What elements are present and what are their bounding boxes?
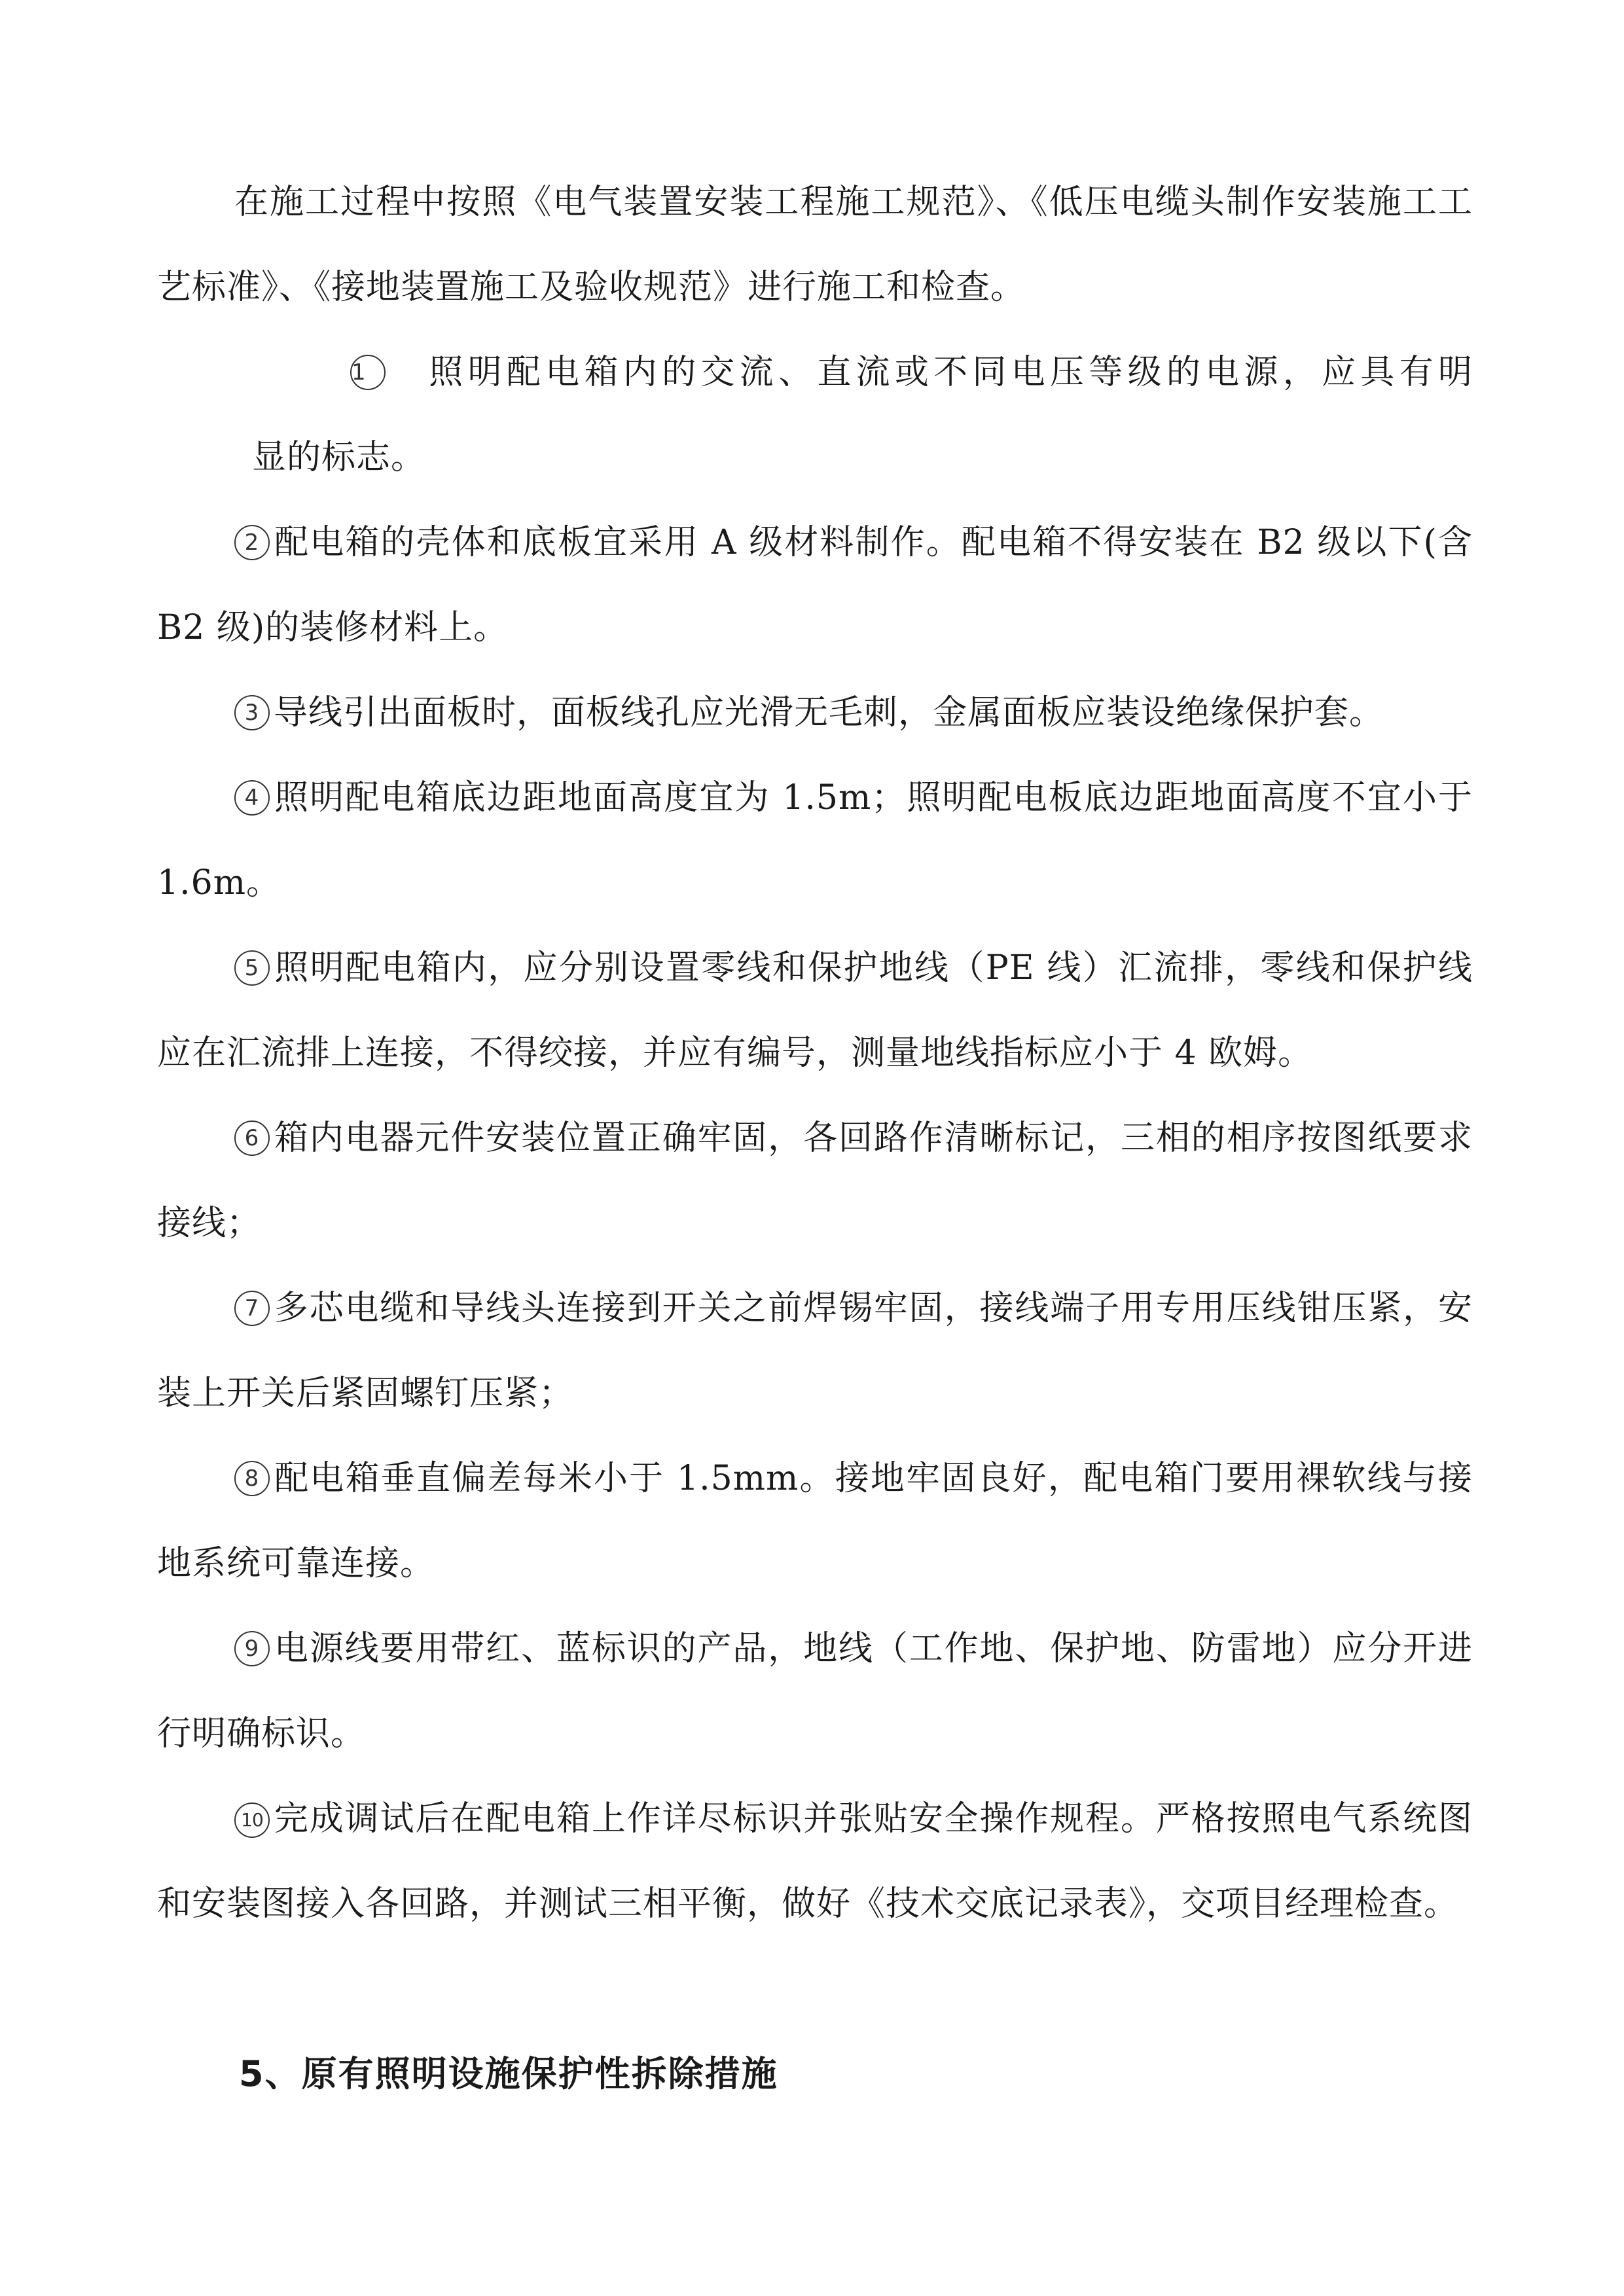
list-item-5-text: 照明配电箱内，应分别设置零线和保护地线（PE 线）汇流排，零线和保护线应在汇流排上连接，不得绞接，并应有编号，测量地线指标应小于 4 欧姆。: [157, 948, 1473, 1073]
list-item-1-text-a: 照明配电箱内的交流、直流或不同电压等级的电源，应具有明: [425, 353, 1473, 392]
circled-number-6: 6: [234, 1121, 270, 1156]
circled-number-4: 4: [234, 780, 270, 816]
list-item-2-text: 配电箱的壳体和底板宜采用 A 级材料制作。配电箱不得安装在 B2 级以下(含 B2 级)的装修材料上。: [157, 523, 1473, 647]
section-heading: 5、原有照明设施保护性拆除措施: [239, 2053, 778, 2094]
circled-number-9: 9: [234, 1631, 270, 1666]
list-item-3: [157, 670, 1473, 755]
circled-number-10: 10: [234, 1803, 270, 1838]
circled-number-1: 1: [350, 355, 386, 390]
list-item-10-text: 完成调试后在配电箱上作详尽标识并张贴安全操作规程。严格按照电气系统图和安装图接入各回路，并测试三相平衡，做好《技术交底记录表》，交项目经理检查。: [157, 1799, 1473, 1924]
list-item-8-text: 配电箱垂直偏差每米小于 1.5mm。接地牢固良好，配电箱门要用裸软线与接地系统可靠连接。: [157, 1459, 1473, 1583]
list-item-1: [157, 330, 1473, 500]
list-item-7-text: 多芯电缆和导线头连接到开关之前焊锡牢固，接线端子用专用压线钳压紧，安装上开关后紧固螺钉压紧；: [157, 1289, 1473, 1413]
list-item-1-line-a: [157, 330, 1473, 415]
list-item-4-text: 照明配电箱底边距地面高度宜为 1.5m；照明配电板底边距地面高度不宜小于 1.6m。: [157, 778, 1473, 903]
list-item-9-text: 电源线要用带红、蓝标识的产品，地线（工作地、保护地、防雷地）应分开进行明确标识。: [157, 1629, 1473, 1753]
list-item-1-line-b: 显的标志。: [252, 438, 426, 477]
list-item-3-text: 导线引出面板时，面板线孔应光滑无毛刺，金属面板应装设绝缘保护套。: [274, 693, 1384, 732]
circled-number-5: 5: [234, 950, 270, 986]
list-item-4: [157, 755, 1473, 925]
list-item-6-text: 箱内电器元件安装位置正确牢固，各回路作清晰标记，三相的相序按图纸要求接线；: [157, 1119, 1473, 1243]
circled-number-2: 2: [234, 525, 270, 560]
list-item-7: [157, 1266, 1473, 1436]
circled-number-3: 3: [234, 695, 270, 730]
list-item-2: [157, 500, 1473, 670]
list-item-8: [157, 1436, 1473, 1606]
list-item-10: [157, 1776, 1473, 1946]
list-item-6: [157, 1096, 1473, 1266]
intro-paragraph: 在施工过程中按照《电气装置安装工程施工规范》、《低压电缆头制作安装施工工艺标准》、《接地装置施工及验收规范》进行施工和检查。: [157, 183, 1473, 307]
circled-number-8: 8: [234, 1461, 270, 1496]
list-item-9: [157, 1606, 1473, 1776]
list-item-5: [157, 925, 1473, 1096]
circled-number-7: 7: [234, 1291, 270, 1326]
